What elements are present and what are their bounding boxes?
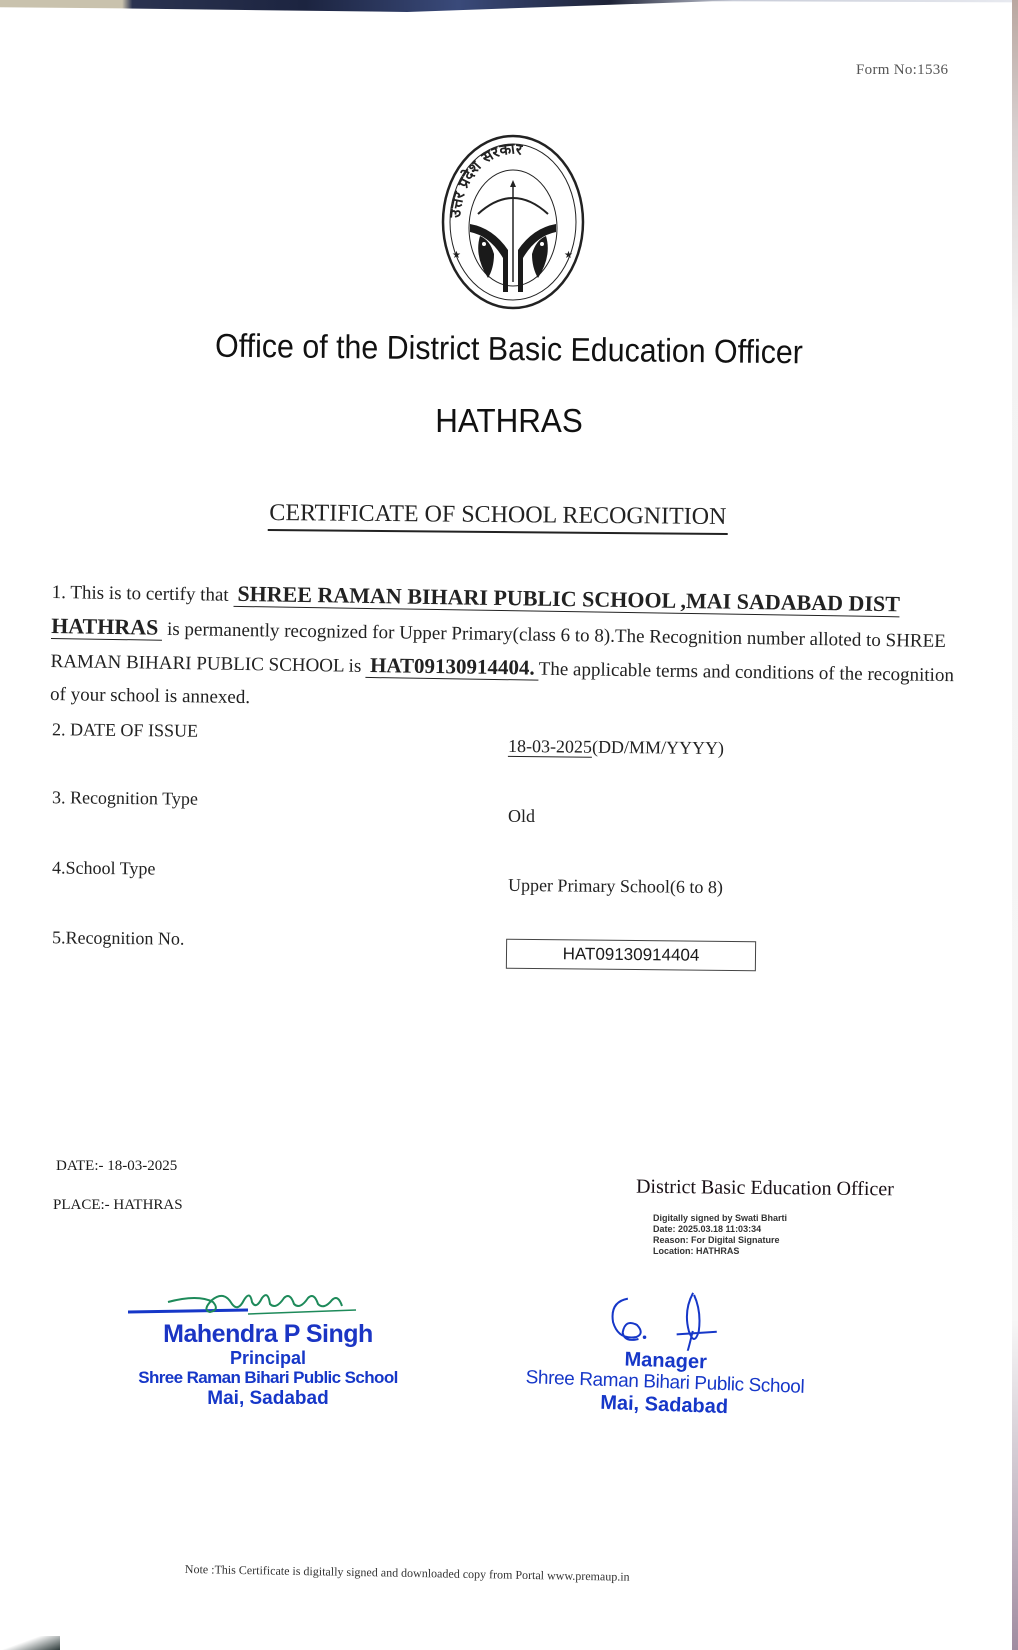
school-type-value: Upper Primary School(6 to 8) (507, 874, 724, 898)
paragraph-suffix: The applicable terms and conditions of the recognition of your school is annexed. (49, 658, 955, 709)
recognition-type-value: Old (508, 806, 535, 826)
paragraph-recognition-number: HAT09130914404. (366, 653, 539, 681)
manager-role: Manager (624, 1348, 708, 1374)
paragraph-prefix: 1. This is to certify that (51, 581, 229, 606)
principal-role: Principal (229, 1348, 307, 1368)
date-of-issue-label: 2. DATE OF ISSUE (51, 719, 199, 741)
recognition-no-box: HAT09130914404 (506, 939, 756, 972)
svg-text:★: ★ (564, 250, 573, 261)
recognition-type-label: 3. Recognition Type (51, 787, 198, 809)
footer-date: DATE:- 18-03-2025 (56, 1158, 178, 1174)
manager-stamp (524, 1285, 808, 1421)
photo-corner-shadow (0, 1636, 60, 1650)
principal-school: Shree Raman Bihari Public School (138, 1368, 398, 1387)
form-number: Form No:1536 (856, 62, 949, 78)
digital-signature-block (653, 1213, 787, 1257)
date-of-issue-value (508, 736, 724, 759)
manager-school: Shree Raman Bihari Public School (525, 1367, 805, 1398)
principal-signature-icon (128, 1280, 408, 1320)
certificate-title: CERTIFICATE OF SCHOOL RECOGNITION (268, 500, 728, 535)
digital-signature-line: Reason: For Digital Signature (653, 1235, 780, 1245)
school-name: SHREE RAMAN BIHARI PUBLIC SCHOOL ,MAI SADABAD DIST HATHRAS (50, 580, 901, 640)
principal-name: Mahendra P Singh (163, 1320, 373, 1348)
manager-signature-icon (526, 1285, 808, 1355)
paragraph-middle: is permanently recognized for Upper Primary(class 6 to 8).The Recognition number alloted to SHREE RAMAN BIHARI PUBLIC SCHOOL is (50, 618, 946, 677)
svg-text:★: ★ (452, 250, 461, 261)
footer-place: PLACE:- HATHRAS (53, 1197, 183, 1213)
up-government-emblem-icon (438, 132, 588, 312)
principal-stamp (128, 1280, 408, 1410)
district-title: HATHRAS (435, 402, 583, 439)
principal-place: Mai, Sadabad (207, 1388, 329, 1409)
svg-text:उत्तर प्रदेश सरकार: उत्तर प्रदेश सरकार (446, 139, 524, 219)
office-title: Office of the District Basic Education Officer (214, 326, 804, 371)
date-of-issue-date: 18-03-2025 (507, 735, 593, 757)
photo-top-edge (0, 0, 1018, 12)
certification-paragraph (50, 574, 967, 725)
digital-signature-line: Digitally signed by Swati Bharti (653, 1213, 788, 1223)
footer-note: Note :This Certificate is digitally signed and downloaded copy from Portal www.premaup.in (184, 1562, 630, 1584)
officer-title: District Basic Education Officer (635, 1175, 895, 1201)
school-type-label: 4.School Type (51, 857, 156, 879)
recognition-no-label: 5.Recognition No. (51, 927, 185, 949)
manager-place: Mai, Sadabad (599, 1391, 729, 1419)
digital-signature-line: Date: 2025.03.18 11:03:34 (653, 1224, 762, 1234)
photo-right-edge (1012, 0, 1018, 1650)
date-format: (DD/MM/YYYY) (591, 736, 725, 759)
digital-signature-line: Location: HATHRAS (653, 1246, 740, 1256)
